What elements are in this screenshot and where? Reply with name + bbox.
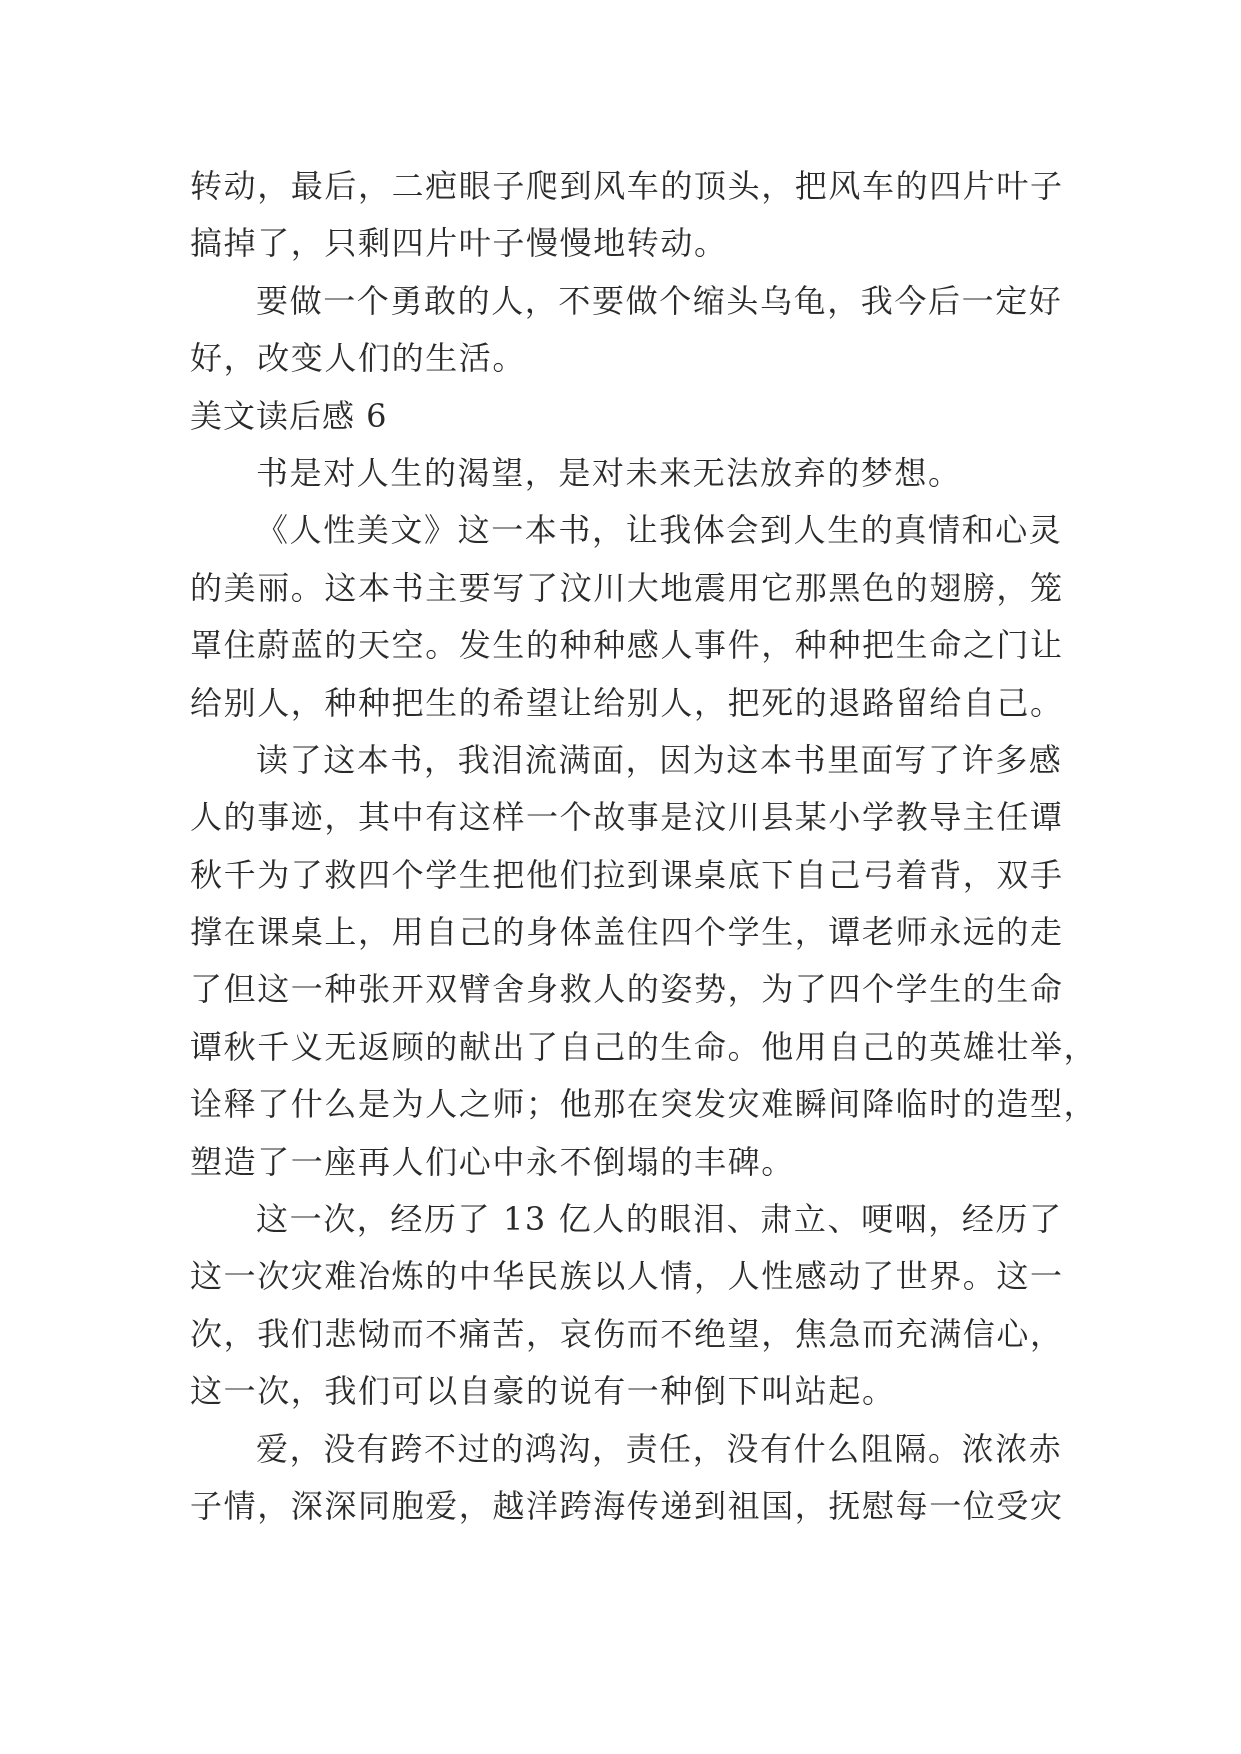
text-line: 这一次，我们可以自豪的说有一种倒下叫站起。	[190, 1372, 896, 1411]
text-line: 谭秋千义无返顾的献出了自己的生命。他用自己的英雄壮举，	[190, 1027, 1098, 1066]
text-line: 次，我们悲恸而不痛苦，哀伤而不绝望，焦急而充满信心，	[190, 1314, 1064, 1353]
text-line: 这一次，经历了 13 亿人的眼泪、肃立、哽咽，经历了	[256, 1200, 1063, 1239]
document-body	[190, 158, 1098, 1535]
text-line: 爱，没有跨不过的鸿沟，责任，没有什么阻隔。浓浓赤	[256, 1429, 1063, 1468]
text-line: 《人性美文》这一本书，让我体会到人生的真情和心灵	[256, 511, 1063, 550]
text-line: 塑造了一座再人们心中永不倒塌的丰碑。	[190, 1142, 795, 1181]
paragraph	[190, 1421, 1070, 1536]
text-line: 秋千为了救四个学生把他们拉到课桌底下自己弓着背，双手	[190, 855, 1064, 894]
heading-text: 美文读后感 6	[190, 396, 388, 435]
paragraph	[190, 273, 1070, 388]
paragraph	[190, 732, 1098, 1191]
paragraph	[190, 1191, 1070, 1421]
text-line: 好，改变人们的生活。	[190, 339, 527, 378]
text-line: 子情，深深同胞爱，越洋跨海传递到祖国，抚慰每一位受灾	[190, 1486, 1064, 1525]
text-line: 诠释了什么是为人之师；他那在突发灾难瞬间降临时的造型，	[190, 1085, 1098, 1124]
text-line: 要做一个勇敢的人，不要做个缩头乌龟，我今后一定好	[256, 281, 1063, 320]
paragraph	[190, 158, 1070, 273]
paragraph	[190, 502, 1070, 732]
text-line: 人的事迹，其中有这样一个故事是汶川县某小学教导主任谭	[190, 798, 1064, 837]
text-line: 搞掉了，只剩四片叶子慢慢地转动。	[190, 224, 728, 263]
text-line: 这一次灾难冶炼的中华民族以人情，人性感动了世界。这一	[190, 1257, 1064, 1296]
text-line: 了但这一种张开双臂舍身救人的姿势，为了四个学生的生命	[190, 970, 1064, 1009]
text-line: 书是对人生的渴望，是对未来无法放弃的梦想。	[256, 453, 962, 492]
text-line: 撑在课桌上，用自己的身体盖住四个学生，谭老师永远的走	[190, 913, 1064, 952]
text-line: 转动，最后，二疤眼子爬到风车的顶头，把风车的四片叶子	[190, 167, 1064, 205]
text-line: 罩住蔚蓝的天空。发生的种种感人事件，种种把生命之门让	[190, 626, 1064, 665]
paragraph	[190, 445, 1070, 502]
section-heading	[190, 388, 1070, 445]
text-line: 读了这本书，我泪流满面，因为这本书里面写了许多感	[256, 740, 1063, 779]
text-line: 的美丽。这本书主要写了汶川大地震用它那黑色的翅膀，笼	[190, 568, 1064, 607]
text-line: 给别人，种种把生的希望让给别人，把死的退路留给自己。	[190, 683, 1064, 722]
